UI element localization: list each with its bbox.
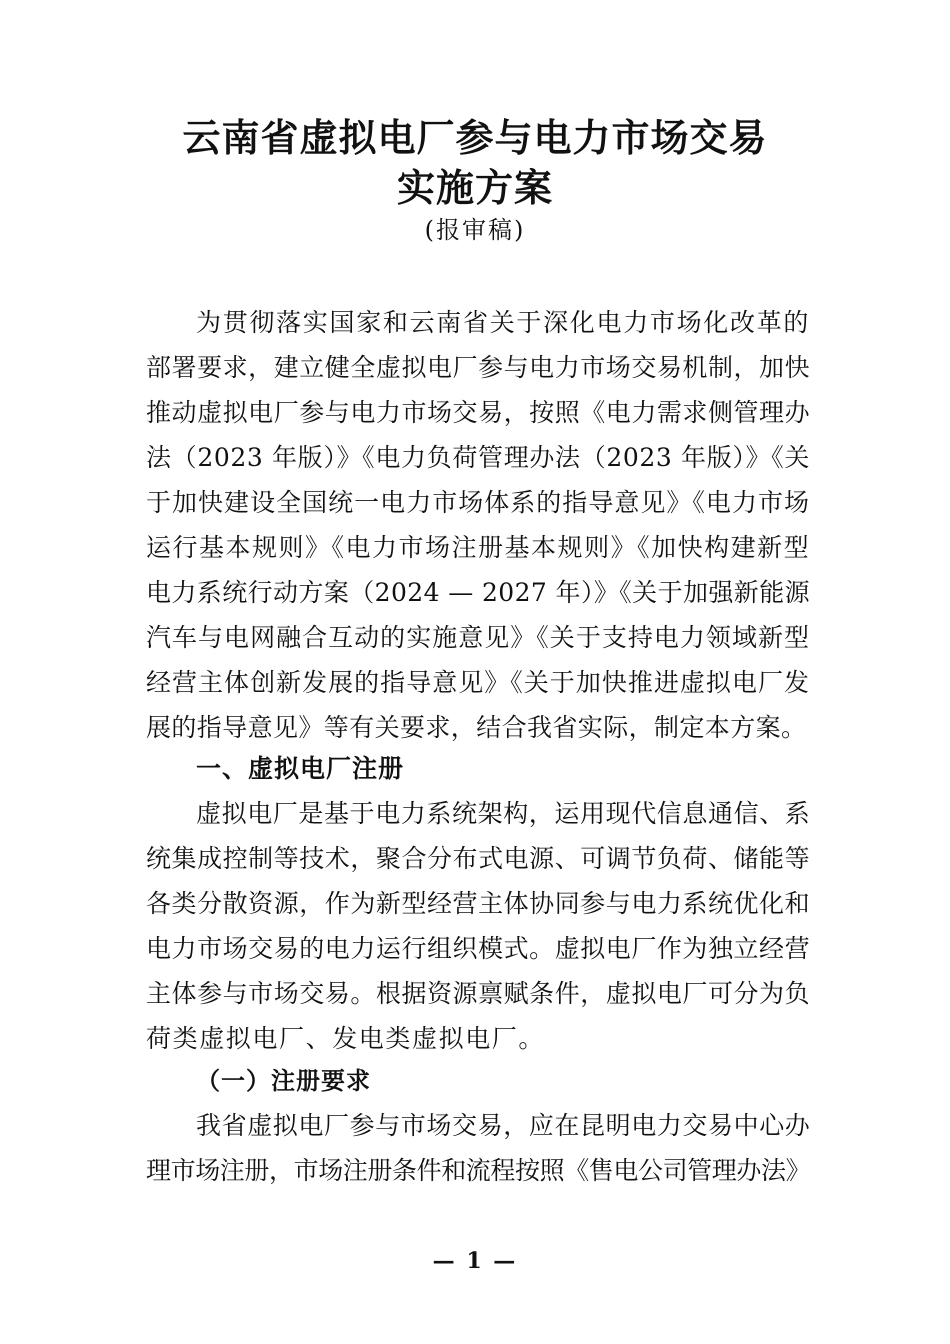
page-number: — 1 — [432,1248,518,1274]
section1-line: 主体参与市场交易。根据资源禀赋条件，虚拟电厂可分为负 [146,979,810,1008]
intro-line: 展的指导意见》等有关要求，结合我省实际，制定本方案。 [146,713,807,742]
section1-heading: 一、虚拟电厂注册 [196,754,405,783]
intro-line: 部署要求，建立健全虚拟电厂参与电力市场交易机制，加快 [146,353,810,382]
intro-line: 法（2023 年版）》《电力负荷管理办法（2023 年版）》《关 [146,443,810,472]
intro-line: 推动虚拟电厂参与电力市场交易，按照《电力需求侧管理办 [146,398,810,427]
section1-line: 各类分散资源，作为新型经营主体协同参与电力系统优化和 [146,889,810,918]
intro-line: 经营主体创新发展的指导意见》《关于加快推进虚拟电厂发 [146,668,810,697]
section1-line: 统集成控制等技术，聚合分布式电源、可调节负荷、储能等 [146,844,810,873]
section1-line: 荷类虚拟电厂、发电类虚拟电厂。 [146,1024,546,1053]
intro-line: 电力系统行动方案（2024 — 2027 年）》《关于加强新能源 [146,578,810,607]
document-title-line1: 云南省虚拟电厂参与电力市场交易 [182,115,768,160]
section1-line: 虚拟电厂是基于电力系统架构，运用现代信息通信、系 [196,799,811,828]
section1-line: 电力市场交易的电力运行组织模式。虚拟电厂作为独立经营 [146,934,810,963]
intro-line: 于加快建设全国统一电力市场体系的指导意见》《电力市场 [146,488,810,517]
subsection1-line: 我省虚拟电厂参与市场交易，应在昆明电力交易中心办 [196,1111,811,1140]
section1-paragraph [146,791,810,1061]
subsection1-line: 理市场注册，市场注册条件和流程按照《售电公司管理办法》 [146,1156,811,1185]
intro-paragraph [146,300,810,750]
document-title-line2: 实施方案 [396,165,553,210]
intro-line: 为贯彻落实国家和云南省关于深化电力市场化改革的 [196,308,810,337]
intro-line: 运行基本规则》《电力市场注册基本规则》《加快构建新型 [146,533,810,562]
subsection1-paragraph [146,1103,810,1193]
subsection1-heading: （一）注册要求 [196,1066,371,1095]
intro-line: 汽车与电网融合互动的实施意见》《关于支持电力领域新型 [146,623,810,652]
document-subtitle: (报审稿) [424,216,526,244]
